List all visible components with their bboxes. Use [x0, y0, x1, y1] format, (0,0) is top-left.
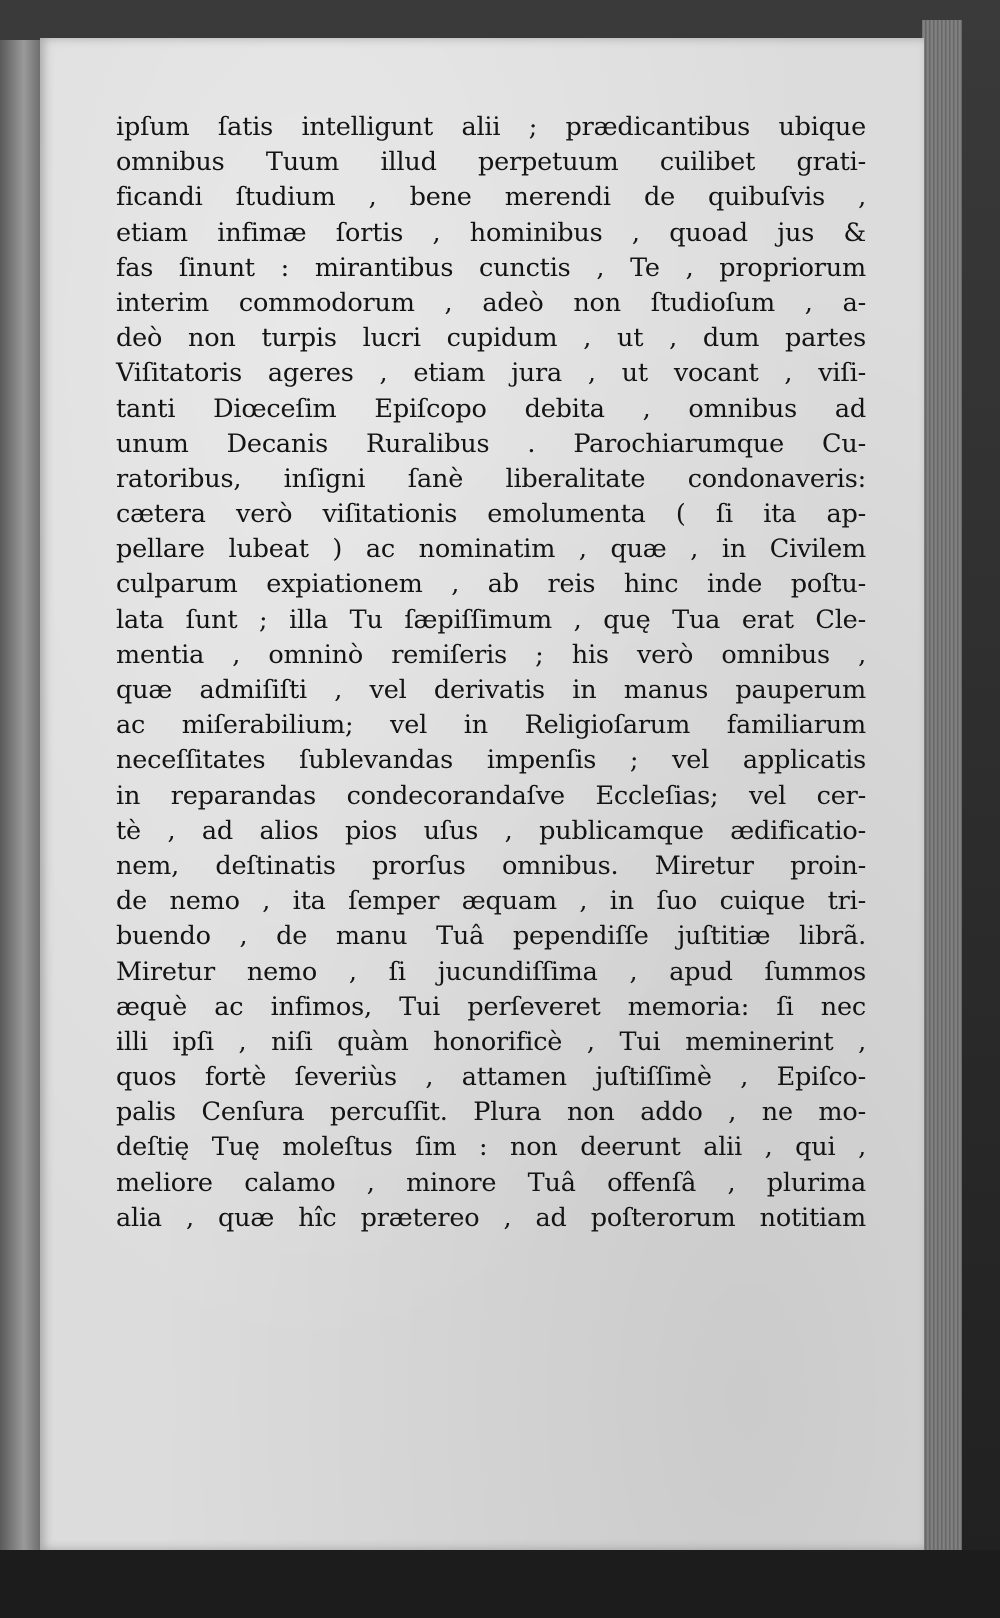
- text-line: lata ſunt ; illa Tu ſæpiſſimum , quę Tua erat Cle-: [116, 604, 866, 635]
- text-line: cætera verò viſitationis emolumenta ( ſi ita ap-: [116, 499, 866, 530]
- text-line: quos fortè ſeveriùs , attamen juſtiſſimè , Epiſco-: [116, 1062, 866, 1093]
- text-line: neceſſitates ſublevandas impenſis ; vel applicatis: [116, 745, 866, 776]
- text-line: tanti Diœceſim Epiſcopo debita , omnibus ad: [116, 393, 866, 424]
- text-line: fas ſinunt : mirantibus cunctis , Te , propriorum: [116, 252, 866, 283]
- text-line: mentia , omninò remiſeris ; his verò omnibus ,: [116, 639, 866, 670]
- text-line: in reparandas condecorandaſve Eccleſias; vel cer-: [116, 780, 866, 811]
- text-line: quæ admiſiſti , vel derivatis in manus pauperum: [116, 675, 866, 705]
- book-fore-edge: [920, 20, 962, 1550]
- text-line: æquè ac infimos, Tui perſeveret memoria: ſi nec: [116, 991, 866, 1022]
- text-line: illi ipſi , niſi quàm honorificè , Tui meminerint ,: [116, 1026, 866, 1057]
- scan-bottom-band: [0, 1550, 1000, 1618]
- text-line: nem, deſtinatis prorſus omnibus. Miretur proin-: [116, 850, 866, 881]
- text-line: etiam infimæ ſortis , hominibus , quoad jus &: [116, 217, 866, 248]
- text-line: ficandi ſtudium , bene merendi de quibuſvis ,: [116, 182, 866, 213]
- text-line: deò non turpis lucri cupidum , ut , dum partes: [116, 323, 866, 354]
- book-page: [40, 38, 924, 1550]
- text-line: de nemo , ita ſemper æquam , in ſuo cuique tri-: [116, 886, 866, 917]
- text-line: Miretur nemo , ſi jucundiſſima , apud ſummos: [116, 956, 866, 987]
- text-line: tè , ad alios pios uſus , publicamque ædificatio-: [116, 815, 866, 846]
- body-text: [116, 110, 866, 1236]
- text-line: Viſitatoris ageres , etiam jura , ut vocant , viſi-: [116, 358, 866, 389]
- text-line: palis Cenſura percuſſit. Plura non addo , ne mo-: [116, 1097, 866, 1128]
- text-line: alia , quæ hîc prætereo , ad poſterorum notitiam: [116, 1202, 866, 1233]
- text-line: buendo , de manu Tuâ pependiſſe juſtitiæ librã.: [116, 921, 866, 952]
- text-line: unum Decanis Ruralibus . Parochiarumque Cu-: [116, 428, 866, 459]
- facing-page-edge: [0, 40, 42, 1550]
- text-line: omnibus Tuum illud perpetuum cuilibet grati-: [116, 147, 866, 178]
- text-line: culparum expiationem , ab reis hinc inde poſtu-: [116, 569, 866, 600]
- text-line: interim commodorum , adeò non ſtudioſum , a-: [116, 287, 866, 318]
- text-line: ipſum ſatis intelligunt alii ; prædicantibus ubique: [116, 112, 866, 142]
- text-line: deſtię Tuę moleſtus ſim : non deerunt alii , qui ,: [116, 1132, 866, 1163]
- text-line: ratoribus, inſigni ſanè liberalitate condonaveris:: [116, 463, 866, 494]
- text-line: meliore calamo , minore Tuâ offenſâ , plurima: [116, 1167, 866, 1198]
- text-line: pellare lubeat ) ac nominatim , quæ , in Civilem: [116, 534, 866, 565]
- text-line: ac miſerabilium; vel in Religioſarum familiarum: [116, 710, 866, 741]
